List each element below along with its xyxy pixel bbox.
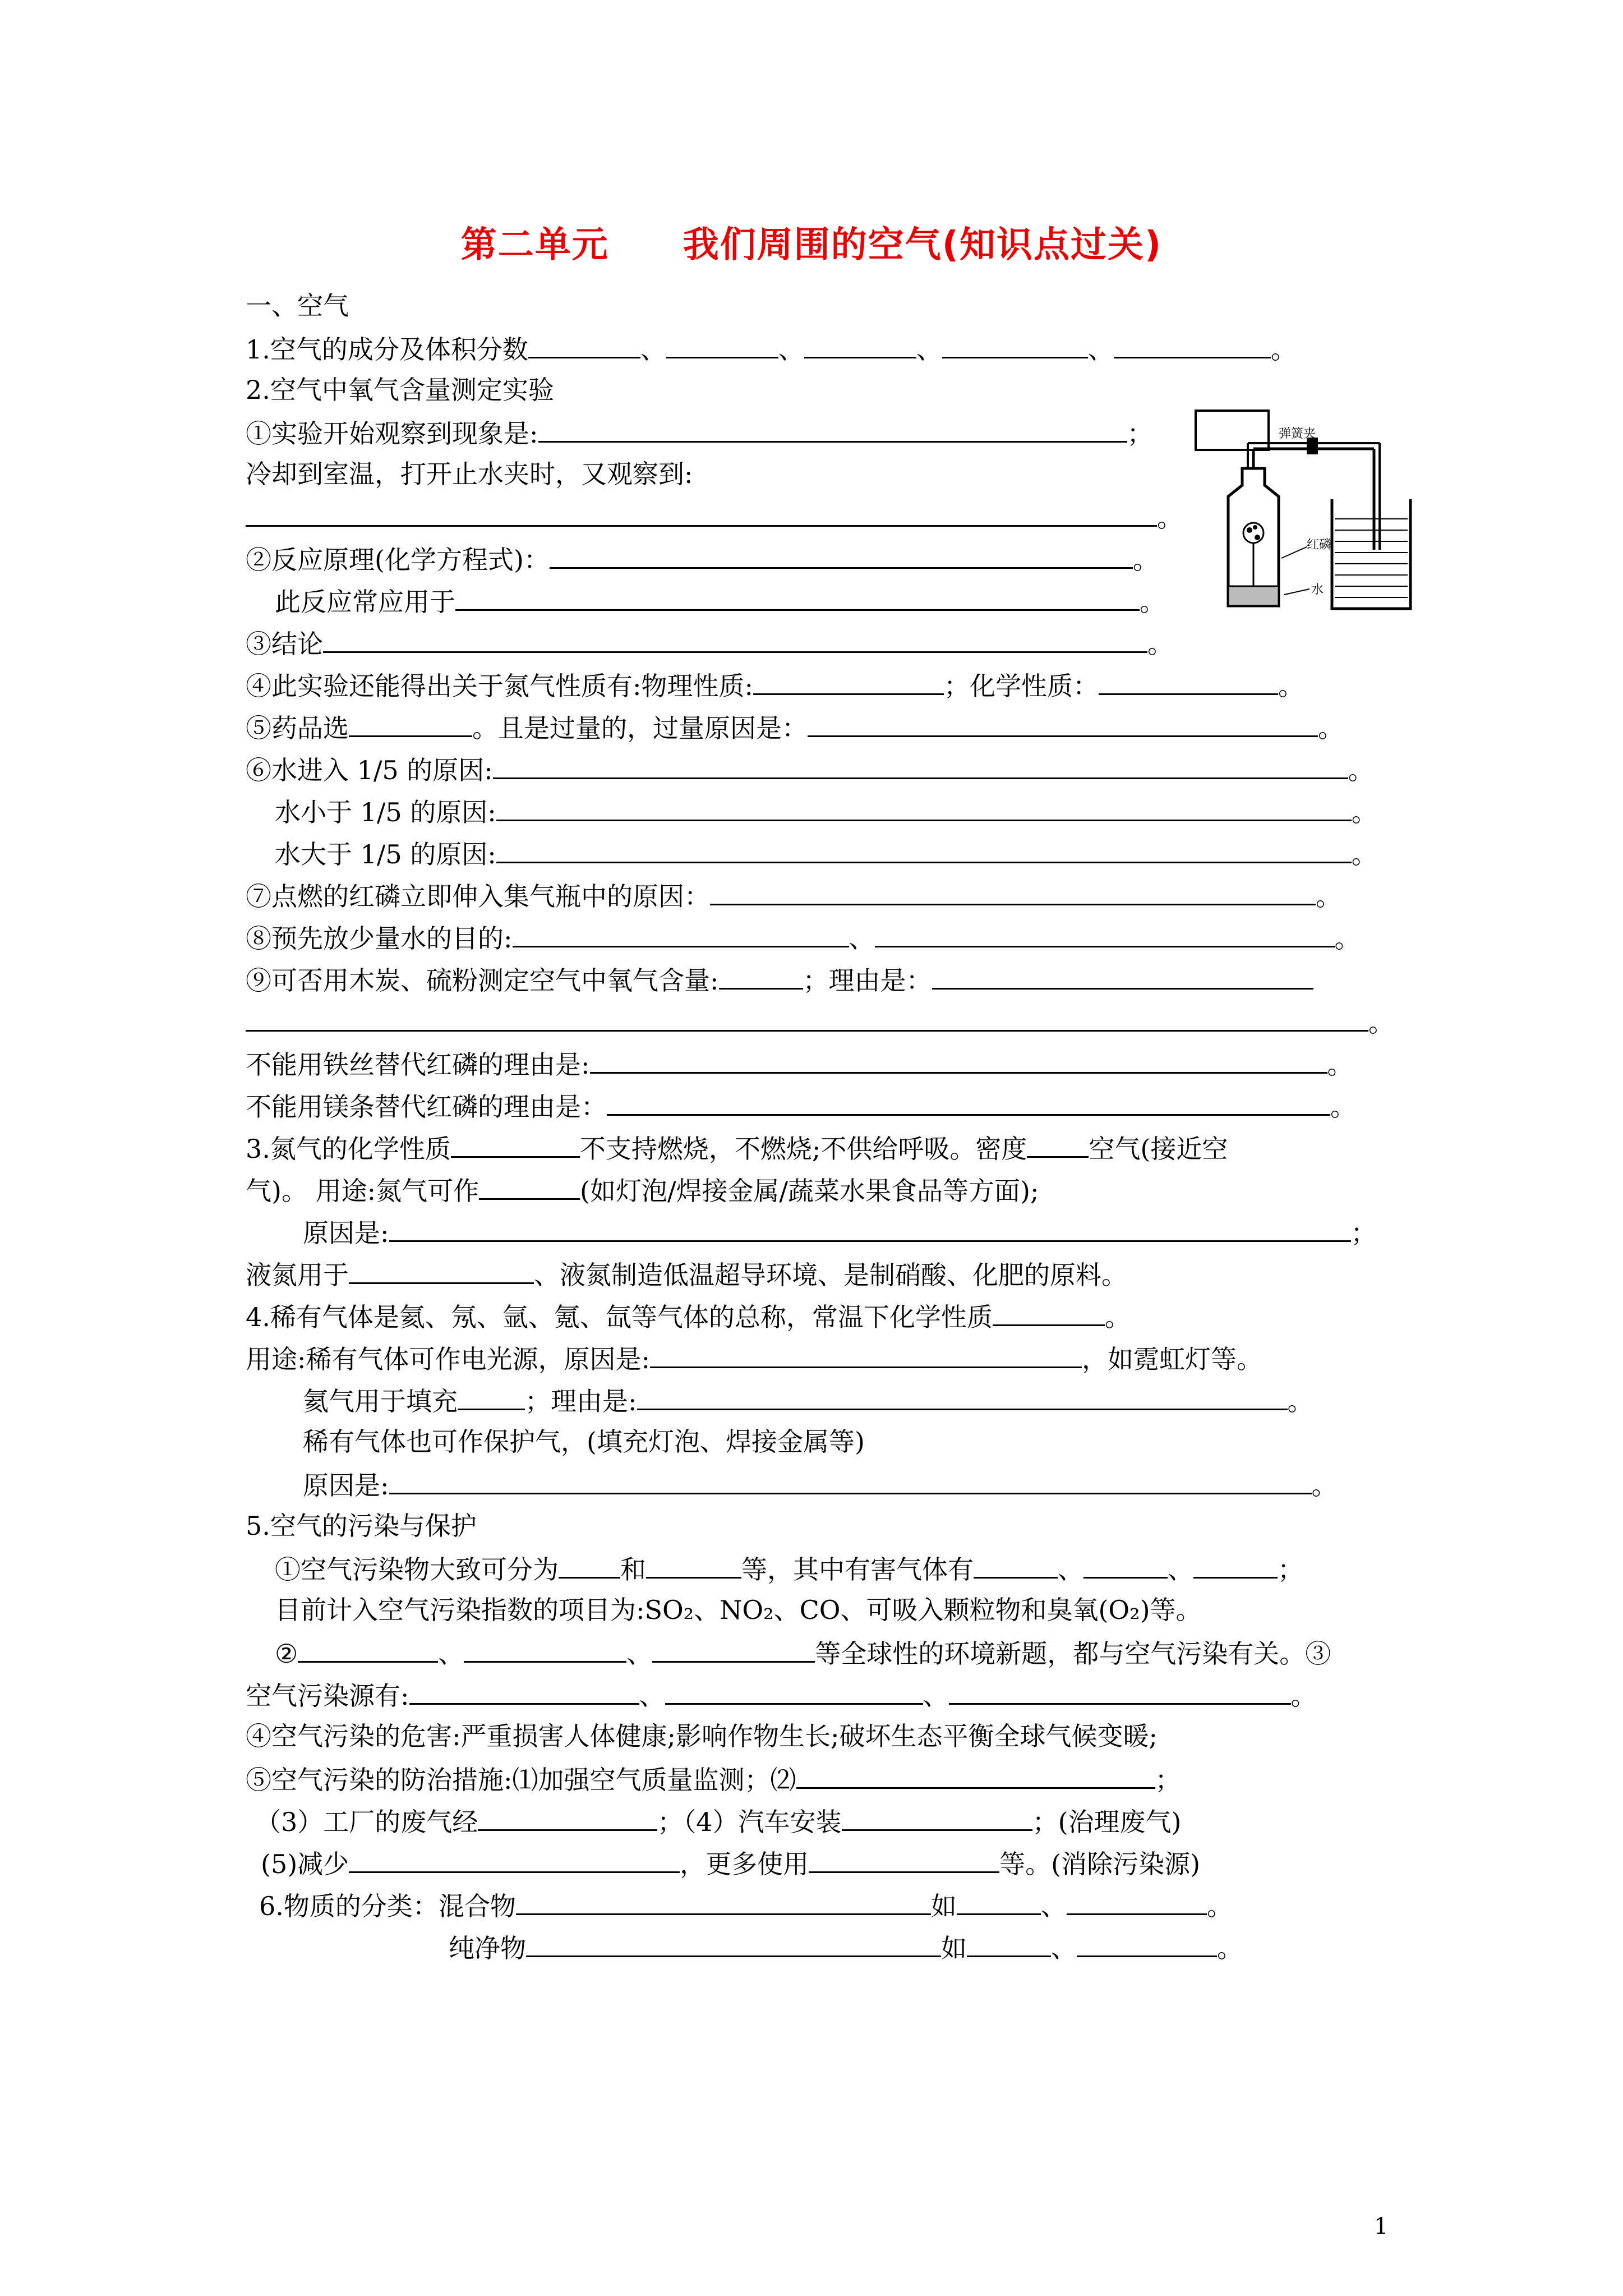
blank[interactable] [496,794,1352,821]
clip-label: 弹簧夹 [1279,427,1316,441]
blank[interactable] [479,1172,580,1200]
blank[interactable] [550,541,1133,569]
question-2-8: ⑧预先放少量水的目的: 、 。 [246,920,1361,955]
question-4-protect: 稀有气体也可作保护气，(填充灯泡、焊接金属等) [303,1427,865,1457]
blank[interactable] [1077,1930,1217,1957]
blank[interactable] [559,1551,620,1579]
blank[interactable] [496,836,1352,863]
question-5-5e: (5)减少 ，更多使用 等。(消除污染源) [261,1846,1200,1881]
question-2-6c: 水大于 1/5 的原因: 。 [275,836,1377,871]
blank[interactable] [607,1088,1330,1116]
blank[interactable] [666,331,778,358]
blank[interactable] [646,1551,741,1579]
question-2-4: ④此实验还能得出关于氮气性质有:物理性质: ；化学性质： 。 [246,668,1304,703]
question-5-2: ② 、 、 等全球性的环境新题，都与空气污染有关。③ [275,1635,1331,1671]
page-number: 1 [1374,2214,1389,2239]
blank[interactable] [538,415,1127,443]
question-2-9-cont: 。 [246,1004,1394,1039]
blank[interactable] [1193,1551,1278,1579]
question-2-6a: ⑥水进入 1/5 的原因: 。 [246,752,1374,787]
blank[interactable] [665,1677,923,1705]
blank[interactable] [493,752,1348,779]
water-label: 水 [1311,583,1324,597]
blank[interactable] [349,1846,680,1873]
question-6-pure: 纯净物 如 、 。 [449,1930,1243,1965]
question-2-2b: 此反应常应用于 。 [275,583,1165,619]
question-5-3: 空气污染源有: 、 、 。 [246,1677,1317,1713]
question-2-9: ⑨可否用木炭、硫粉测定空气中氧气含量: ；理由是： [246,962,1313,997]
blank[interactable] [528,331,640,358]
question-3: 3.氮气的化学性质 不支持燃烧，不燃烧;不供给呼吸。密度 空气(接近空 [246,1130,1228,1166]
question-2-1c: 。 [246,499,1183,535]
blank[interactable] [932,962,1313,990]
blank[interactable] [804,331,916,358]
blank[interactable] [719,962,803,990]
question-4-uses: 用途:稀有气体可作电光源，原因是: ，如霓虹灯等。 [246,1341,1262,1376]
blank[interactable] [1067,1888,1207,1915]
blank[interactable] [323,625,1147,653]
blank[interactable] [957,1888,1041,1915]
apparatus-illustration [1189,404,1424,617]
question-5-4: ④空气污染的危害:严重损害人体健康;影响作物生长;破坏生态平衡全球气候变暖; [246,1721,1158,1751]
blank[interactable] [809,1846,999,1873]
blank[interactable] [389,1214,1351,1242]
blank[interactable] [993,1299,1105,1326]
blank[interactable] [875,920,1335,947]
question-3-liquid: 液氮用于 、液氮制造低温超导环境、是制硝酸、化肥的原料。 [246,1257,1127,1292]
question-6: 6.物质的分类：混合物 如 、 。 [259,1888,1233,1923]
blank[interactable] [1083,1551,1168,1579]
blank[interactable] [967,1930,1051,1957]
blank[interactable] [526,1930,941,1957]
question-5-5b: （3）工厂的废气经 ；（4）汽车安装 ；(治理废气) [255,1803,1181,1839]
blank[interactable] [349,710,472,737]
blank[interactable] [590,1046,1327,1074]
question-2-5: ⑤药品选 。且是过量的，过量原因是： 。 [246,710,1344,745]
page-title: 第二单元 我们周围的空气(知识点过关) [460,224,1163,266]
question-4-helium: 氦气用于填充 ；理由是: 。 [303,1383,1313,1418]
blank[interactable] [710,878,1316,905]
oxygen-experiment-apparatus [1189,404,1424,619]
question-4: 4.稀有气体是氦、氖、氩、氪、氙等气体的总称，常温下化学性质 。 [246,1299,1131,1334]
question-2-9c: 不能用铁丝替代红磷的理由是: 。 [246,1046,1353,1082]
blank[interactable] [974,1551,1058,1579]
blank[interactable] [298,1635,438,1663]
question-3-reason: 原因是: ； [303,1214,1377,1250]
question-2-6b: 水小于 1/5 的原因: 。 [275,794,1377,829]
blank[interactable] [451,1130,580,1158]
blank[interactable] [949,1677,1291,1705]
blank[interactable] [808,710,1318,737]
blank[interactable] [753,668,944,695]
question-4-reason: 原因是: 。 [303,1467,1338,1502]
blank[interactable] [513,920,849,947]
blank[interactable] [389,1467,1312,1494]
blank[interactable] [1114,331,1271,358]
question-2-1: ①实验开始观察到现象是: ； [246,415,1153,450]
blank[interactable] [516,1888,931,1915]
blank[interactable] [478,1803,657,1831]
blank[interactable] [796,1761,1155,1789]
blank[interactable] [1027,1130,1089,1158]
blank[interactable] [246,499,1157,527]
blank[interactable] [652,1635,815,1663]
blank[interactable] [409,1677,639,1705]
blank[interactable] [458,1383,525,1410]
question-2-2: ②反应原理(化学方程式)： 。 [246,541,1159,577]
question-3-uses: 气)。 用途:氮气可作 (如灯泡/焊接金属/蔬菜水果食品等方面); [246,1172,1039,1208]
blank[interactable] [942,331,1088,358]
blank[interactable] [1099,668,1278,695]
question-1: 1.空气的成分及体积分数 、 、 、 、 。 [246,331,1297,366]
phosphorus-label: 红磷 [1307,538,1332,552]
blank[interactable] [464,1635,626,1663]
blank[interactable] [349,1257,534,1284]
question-2-7: ⑦点燃的红磷立即伸入集气瓶中的原因： 。 [246,878,1341,913]
blank[interactable] [246,1004,1368,1032]
question-5: 5.空气的污染与保护 [246,1511,477,1541]
blank[interactable] [842,1803,1032,1831]
question-5-5: ⑤空气污染的防治措施:⑴加强空气质量监测；⑵ ； [246,1761,1181,1797]
question-2-9d: 不能用镁条替代红磷的理由是： 。 [246,1088,1356,1124]
blank[interactable] [637,1383,1288,1410]
question-2: 2.空气中氧气含量测定实验 [246,375,554,405]
blank[interactable] [455,583,1140,611]
question-5-1: ①空气污染物大致可分为 和 等，其中有害气体有 、 、 ； [275,1551,1303,1586]
blank[interactable] [650,1341,1082,1368]
question-2-1b: 冷却到室温，打开止水夹时，又观察到: [246,459,693,489]
question-5-1d: 目前计入空气污染指数的项目为:SO₂、NO₂、CO、可吸入颗粒物和臭氧(O₂)等。 [275,1595,1202,1625]
question-2-3: ③结论 。 [246,625,1173,661]
section-heading: 一、空气 [246,291,349,321]
